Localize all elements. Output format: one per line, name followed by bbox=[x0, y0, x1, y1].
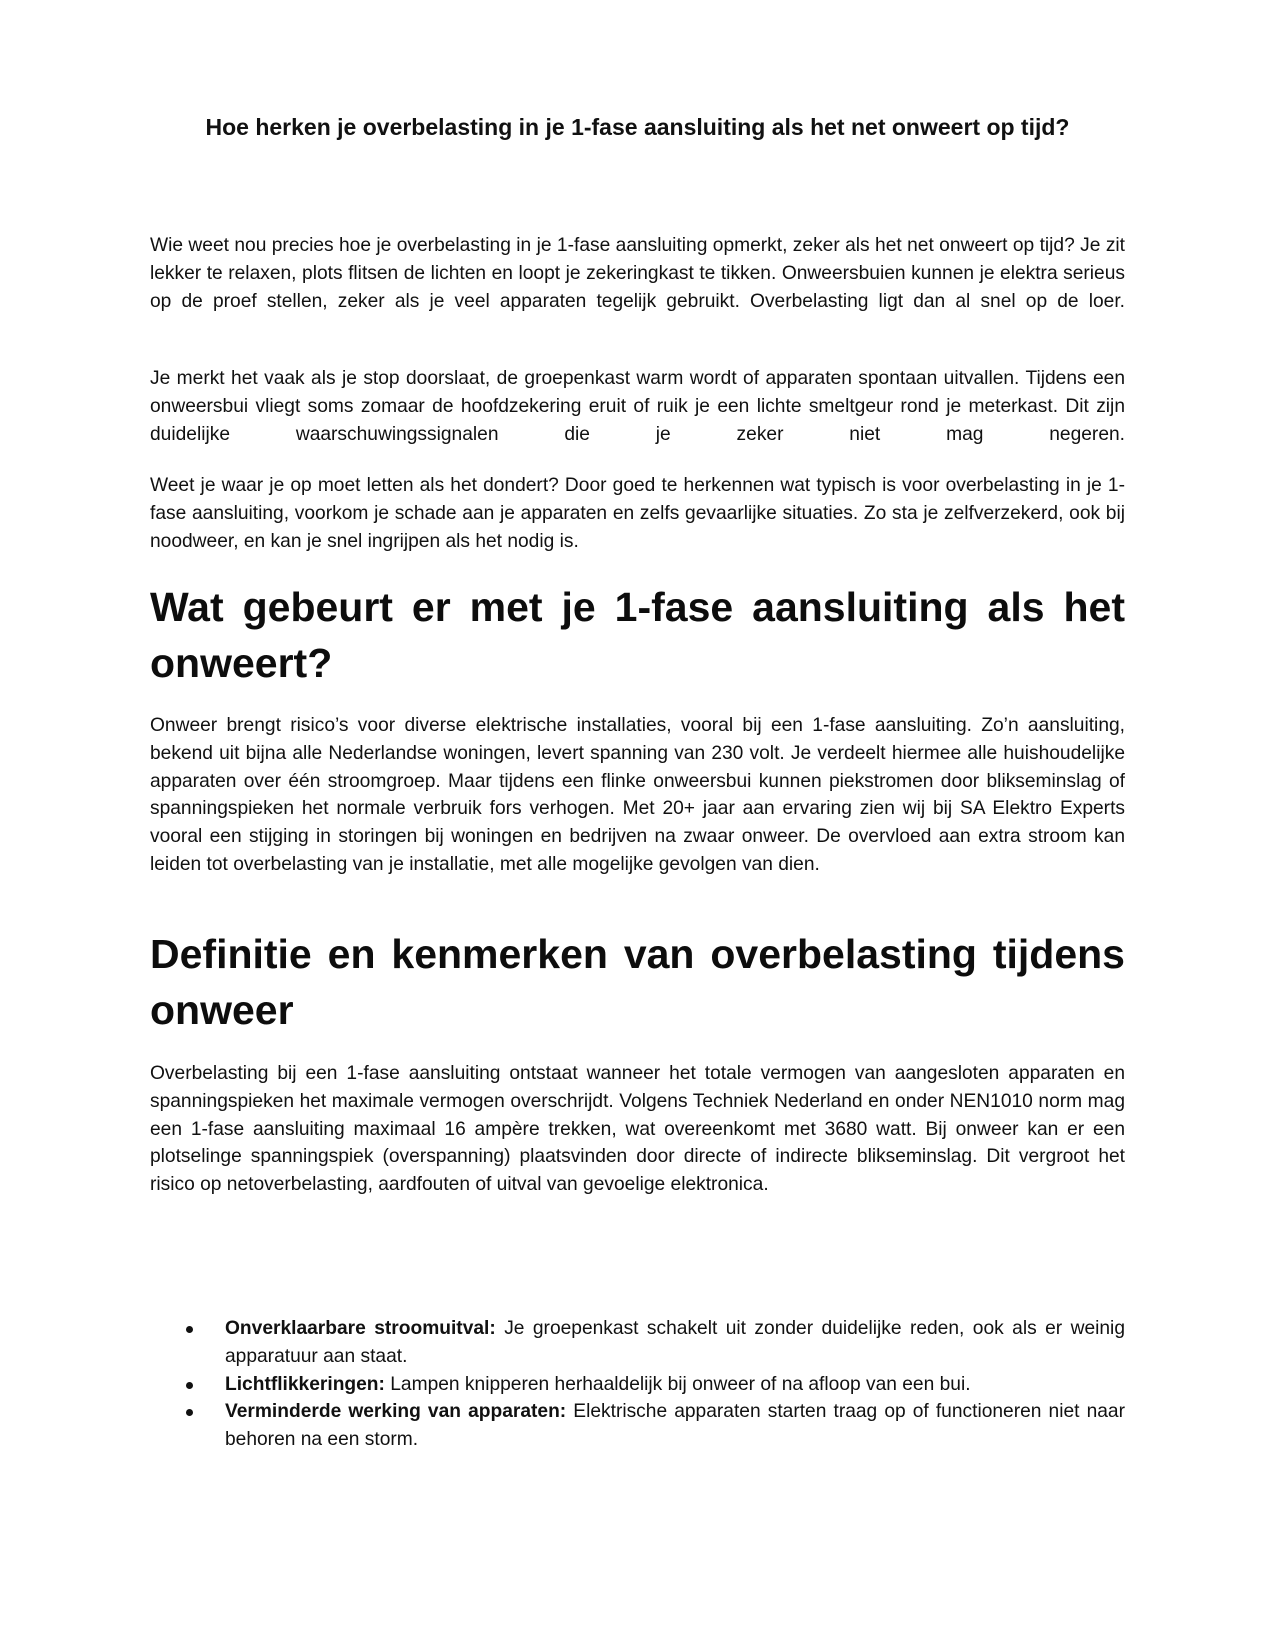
intro-paragraph-3: Weet je waar je op moet letten als het dondert? Door goed te herkennen wat typisch is voor overbelasting in je 1-fase aansluiting, voorkom je schade aan je apparaten en zelfs gevaarlijke situaties. Zo sta je zelfverzekerd, ook bij noodweer, en kan je snel ingrijpen als het nodig is. bbox=[150, 475, 1125, 552]
list-item-text: Elektrische apparaten starten traag op of functioneren niet naar behoren na een storm. bbox=[225, 1401, 1125, 1451]
section-heading-definitie: Definitie en kenmerken van overbelasting tijdens onweer bbox=[150, 931, 1125, 1033]
document-title: Hoe herken je overbelasting in je 1-fase aansluiting als het net onweert op tijd? bbox=[205, 114, 1070, 140]
list-item-term: Onverklaarbare stroomuitval: bbox=[225, 1318, 496, 1339]
section-definitie-body: Overbelasting bij een 1-fase aansluiting ontstaat wanneer het totale vermogen van aangesloten apparaten en spanningspieken het maximale vermogen overschrijdt. Volgens Techniek Nederland en onder NEN1010 norm mag een 1-fase aansluiting maximaal 16 ampère trekken, wat overeenkomt met 3680 watt. Bij onweer kan er een plotselinge spanningspiek (overspanning) plaatsvinden door directe of indirecte blikseminslag. Dit vergroot het risico op netoverbelasting, aardfouten of uitval van gevoelige elektronica. bbox=[150, 1063, 1125, 1196]
list-item-term: Verminderde werking van apparaten: bbox=[225, 1401, 567, 1423]
list-item-term: Lichtflikkeringen: bbox=[225, 1373, 385, 1395]
bullet-icon bbox=[186, 1409, 193, 1416]
bullet-icon bbox=[186, 1382, 193, 1389]
list-item bbox=[150, 1371, 1125, 1399]
list-item bbox=[150, 1315, 1125, 1371]
list-item-text: Lampen knipperen herhaaldelijk bij onweer of na afloop van een bui. bbox=[384, 1373, 971, 1395]
intro-paragraph-2: Je merkt het vaak als je stop doorslaat, de groepenkast warm wordt of apparaten spontaan uitvallen. Tijdens een onweersbui vliegt soms zomaar de hoofdzekering eruit of ruik je een lichte smeltgeur rond je meterkast. Dit zijn duidelijke waarschuwingssignalen die je zeker niet mag negeren. bbox=[150, 368, 1125, 445]
section-onweer-body: Onweer brengt risico’s voor diverse elektrische installaties, vooral bij een 1-fase aansluiting. Zo’n aansluiting, bekend uit bijna alle Nederlandse woningen, levert spanning van 230 volt. Je verdeelt hiermee alle huishoudelijke apparaten over één stroomgroep. Maar tijdens een flinke onweersbui kunnen piekstromen door blikseminslag of spanningspieken het normale verbruik fors verhogen. Met 20+ jaar aan ervaring zien wij bij SA Elektro Experts vooral een stijging in storingen bij woningen en bedrijven na zwaar onweer. De overvloed aan extra stroom kan leiden tot overbelasting van je installatie, met alle mogelijke gevolgen van dien. bbox=[150, 715, 1125, 875]
bullet-icon bbox=[186, 1326, 193, 1333]
list-item-text: Je groepenkast schakelt uit zonder duidelijke reden, ook als er weinig apparatuur aan staat. bbox=[225, 1318, 1125, 1367]
intro-paragraph-1: Wie weet nou precies hoe je overbelasting in je 1-fase aansluiting opmerkt, zeker als het net onweert op tijd? Je zit lekker te relaxen, plots flitsen de lichten en loopt je zekeringkast te tikken. Onweersbuien kunnen je elektra serieus op de proef stellen, zeker als je veel apparaten tegelijk gebruikt. Overbelasting ligt dan al snel op de loer. bbox=[150, 235, 1125, 312]
symptom-list bbox=[150, 1315, 1125, 1454]
list-item bbox=[150, 1398, 1125, 1454]
section-heading-onweer: Wat gebeurt er met je 1-fase aansluiting als het onweert? bbox=[150, 584, 1125, 686]
